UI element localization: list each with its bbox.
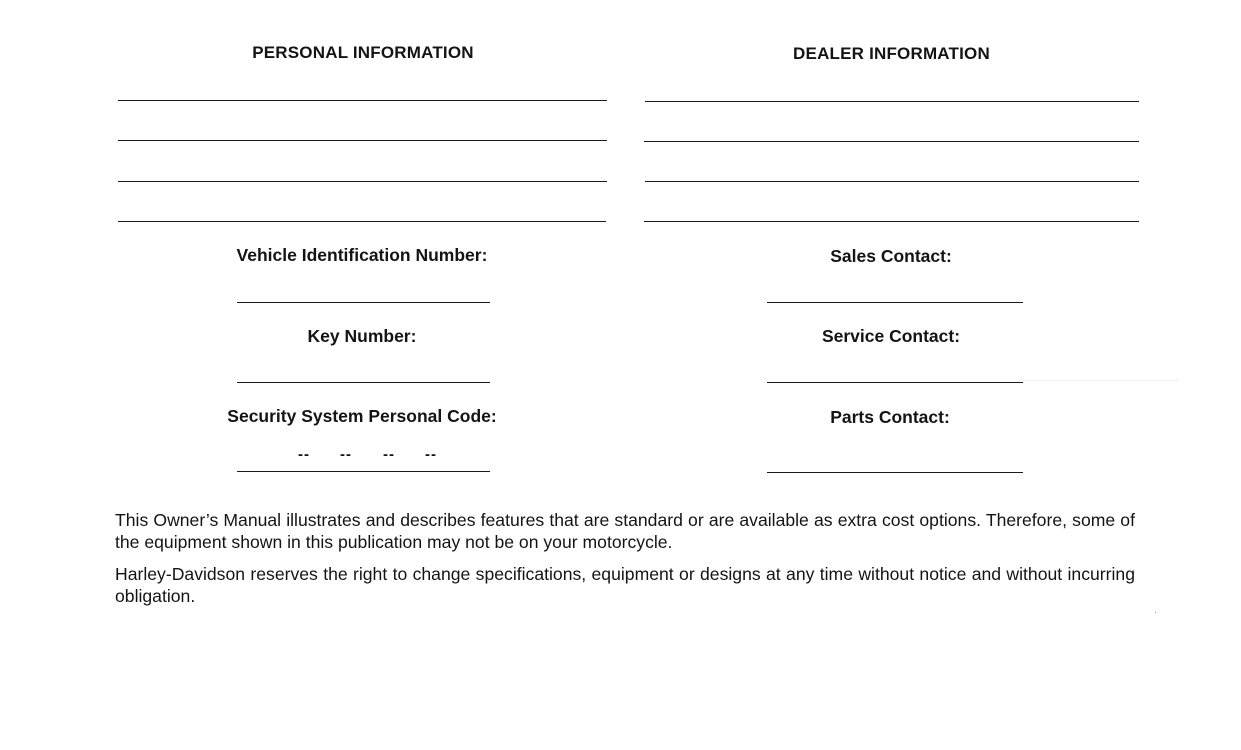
personal-info-line-1[interactable]	[118, 100, 607, 101]
personal-info-line-4[interactable]	[118, 221, 606, 222]
dealer-info-line-3[interactable]	[645, 181, 1139, 182]
security-code-digit-1: --	[298, 446, 310, 463]
service-contact-label: Service Contact:	[821, 326, 961, 346]
dealer-information-heading: DEALER INFORMATION	[793, 44, 990, 63]
security-code-digit-4: --	[425, 446, 437, 463]
disclaimer-paragraph-1: This Owner’s Manual illustrates and describes features that are standard or are available as extra cost options. Therefore, some of the equipment shown in this publication may not be on your motorcycle.	[115, 510, 1135, 552]
personal-information-heading: PERSONAL INFORMATION	[252, 43, 474, 62]
scan-artifact-line	[1023, 380, 1179, 381]
sales-contact-label: Sales Contact:	[830, 246, 952, 266]
personal-info-line-2[interactable]	[118, 140, 607, 141]
parts-contact-field-line[interactable]	[767, 472, 1023, 473]
parts-contact-label: Parts Contact:	[830, 407, 950, 427]
service-contact-field-line[interactable]	[767, 382, 1023, 383]
key-number-label: Key Number:	[307, 326, 417, 346]
security-code-digit-2: --	[340, 446, 352, 463]
security-code-label: Security System Personal Code:	[227, 406, 497, 426]
dealer-info-line-1[interactable]	[645, 101, 1139, 102]
vin-label: Vehicle Identification Number:	[236, 245, 488, 265]
dealer-info-line-2[interactable]	[644, 141, 1139, 142]
sales-contact-field-line[interactable]	[767, 302, 1023, 303]
vin-field-line[interactable]	[237, 302, 490, 303]
security-code-digit-3: --	[383, 446, 395, 463]
scan-speck	[1155, 612, 1156, 613]
disclaimer-paragraph-2: Harley-Davidson reserves the right to change specifications, equipment or designs at any time without notice and without incurring obligation.	[115, 564, 1135, 606]
personal-info-line-3[interactable]	[118, 181, 607, 182]
dealer-info-line-4[interactable]	[644, 221, 1139, 222]
security-code-field-line[interactable]	[237, 471, 490, 472]
key-number-field-line[interactable]	[237, 382, 490, 383]
